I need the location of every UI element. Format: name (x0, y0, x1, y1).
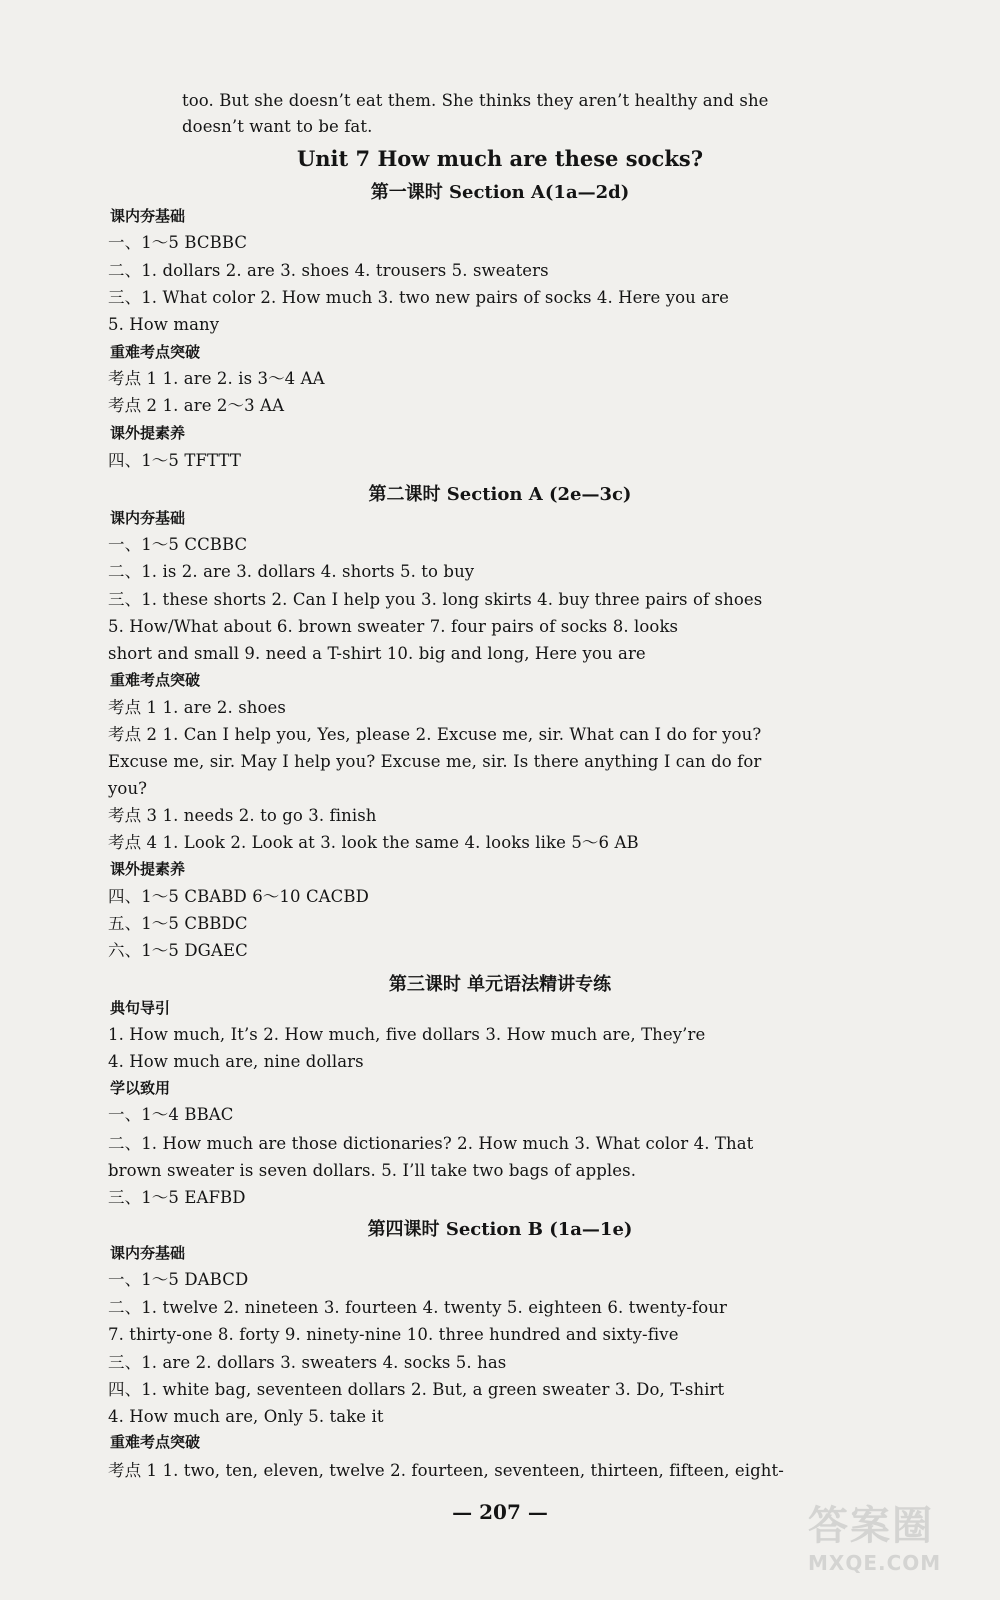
answer-line: 考点 3 1. needs 2. to go 3. finish (108, 806, 377, 825)
intro-line: too. But she doesn’t eat them. She thinks they aren’t healthy and she (182, 91, 769, 110)
watermark-text: 答案圈 (808, 1503, 934, 1549)
answer-line: 二、1. is 2. are 3. dollars 4. shorts 5. to buy (108, 562, 475, 581)
answer-line: 二、1. How much are those dictionaries? 2. How much 3. What color 4. That (108, 1134, 754, 1153)
section-heading: 课外提素养 (110, 424, 186, 442)
answer-line: 考点 4 1. Look 2. Look at 3. look the same 4. looks like 5～6 AB (108, 833, 639, 852)
section-heading: 课外提素养 (110, 860, 186, 878)
answer-line: 1. How much, It’s 2. How much, five dollars 3. How much are, They’re (108, 1025, 706, 1044)
answer-line: 5. How many (108, 315, 220, 334)
unit-title: Unit 7 How much are these socks? (296, 146, 704, 171)
answer-line: 五、1～5 CBBDC (108, 914, 248, 933)
page-number: — 207 — (452, 1500, 548, 1524)
watermark-url: MXQE.COM (808, 1551, 942, 1575)
answer-line: 5. How/What about 6. brown sweater 7. four pairs of socks 8. looks (108, 617, 679, 636)
answer-line: 考点 1 1. are 2. is 3～4 AA (108, 369, 325, 388)
answer-line: you? (108, 779, 148, 798)
section-heading: 重难考点突破 (110, 343, 201, 361)
section-heading: 重难考点突破 (110, 671, 201, 689)
lesson-title: 第二课时 Section A (2e—3c) (368, 484, 632, 505)
answer-line: 4. How much are, Only 5. take it (108, 1407, 384, 1426)
lesson-title: 第一课时 Section A(1a—2d) (370, 182, 630, 203)
answer-line: 二、1. twelve 2. nineteen 3. fourteen 4. twenty 5. eighteen 6. twenty-four (108, 1298, 727, 1317)
answer-line: Excuse me, sir. May I help you? Excuse me, sir. Is there anything I can do for (108, 752, 762, 771)
answer-line: 三、1～5 EAFBD (108, 1188, 246, 1207)
answer-line: 四、1～5 CBABD 6～10 CACBD (108, 887, 369, 906)
answer-line: 考点 1 1. two, ten, eleven, twelve 2. fourteen, seventeen, thirteen, fifteen, eight- (108, 1461, 784, 1480)
answer-line: 一、1～4 BBAC (108, 1105, 234, 1124)
section-heading: 重难考点突破 (110, 1433, 201, 1451)
answer-line: 六、1～5 DGAEC (108, 941, 248, 960)
lesson-title: 第四课时 Section B (1a—1e) (367, 1219, 633, 1240)
intro-line: doesn’t want to be fat. (182, 117, 373, 136)
answer-line: brown sweater is seven dollars. 5. I’ll take two bags of apples. (108, 1161, 637, 1180)
answer-line: 四、1～5 TFTTT (108, 451, 241, 470)
answer-line: short and small 9. need a T-shirt 10. big and long, Here you are (108, 644, 646, 663)
section-heading: 课内夯基础 (110, 1244, 186, 1262)
answer-line: 三、1. these shorts 2. Can I help you 3. long skirts 4. buy three pairs of shoes (108, 590, 763, 609)
answer-line: 三、1. are 2. dollars 3. sweaters 4. socks 5. has (108, 1353, 507, 1372)
section-heading: 课内夯基础 (110, 509, 186, 527)
answer-line: 一、1～5 DABCD (108, 1270, 249, 1289)
answer-line: 7. thirty-one 8. forty 9. ninety-nine 10. three hundred and sixty-five (108, 1325, 679, 1344)
answer-line: 四、1. white bag, seventeen dollars 2. But, a green sweater 3. Do, T-shirt (108, 1380, 725, 1399)
answer-line: 一、1～5 CCBBC (108, 535, 248, 554)
section-heading: 课内夯基础 (110, 207, 186, 225)
watermark-logo (808, 1494, 978, 1580)
answer-line: 一、1～5 BCBBC (108, 233, 248, 252)
answer-line: 考点 1 1. are 2. shoes (108, 698, 286, 717)
answer-line: 考点 2 1. are 2～3 AA (108, 396, 285, 415)
section-heading: 学以致用 (110, 1079, 171, 1097)
answer-line: 4. How much are, nine dollars (108, 1052, 364, 1071)
section-heading: 典句导引 (110, 999, 171, 1017)
answer-line: 三、1. What color 2. How much 3. two new pairs of socks 4. Here you are (108, 288, 730, 307)
answer-line: 二、1. dollars 2. are 3. shoes 4. trousers 5. sweaters (108, 261, 549, 280)
lesson-title: 第三课时 单元语法精讲专练 (388, 974, 612, 995)
answer-line: 考点 2 1. Can I help you, Yes, please 2. Excuse me, sir. What can I do for you? (108, 725, 762, 744)
